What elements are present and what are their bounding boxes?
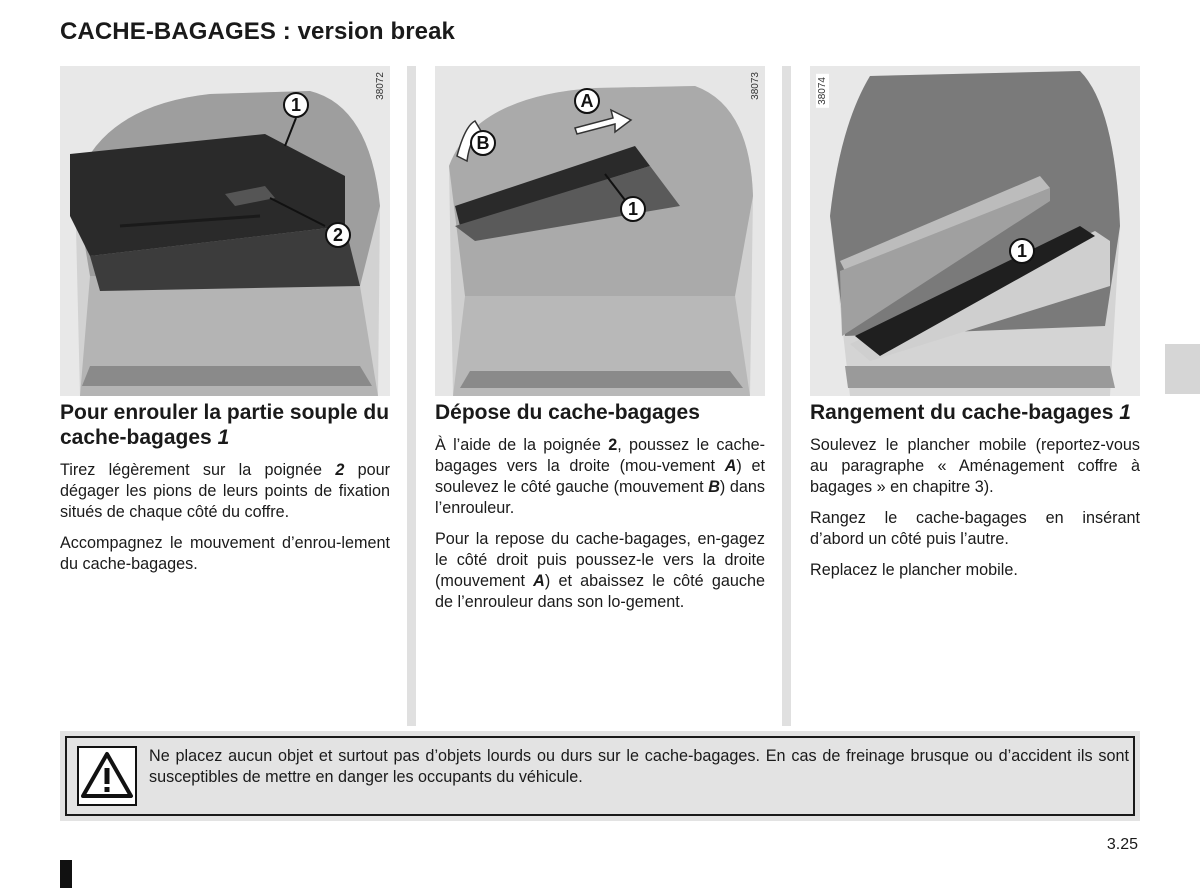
page-number: 3.25 [1106,836,1138,853]
callout-marker: 1 [620,196,646,222]
section-removal [435,400,765,623]
warning-text: Ne placez aucun objet et surtout pas d’objets lourds ou durs sur le cache-bagages. En cas de freinage brusque ou d’accident ils sont susceptibles de mettre en danger les occupants du véhicule. [149,747,1129,786]
section-heading: Dépose du cache-bagages [435,401,700,424]
column-separator [782,66,791,726]
paragraph: À l’aide de la poignée 2, poussez le cache-bagages vers la droite (mou-vement A) et soulevez le côté gauche (mouvement B) dans l’enrouleur. [435,436,766,517]
photo-cover-removal [435,66,765,396]
paragraph: Soulevez le plancher mobile (reportez-vous au paragraphe « Aménagement coffre à bagages » en chapitre 3). [810,436,1140,496]
page-title: CACHE-BAGAGES : version break [60,18,455,45]
section-heading: Rangement du cache-bagages 1 [810,401,1131,424]
paragraph: Pour la repose du cache-bagages, en-gagez le côté droit puis poussez-le vers la droite (mouvement A) et abaissez le côté gauche de l’enrouleur dans son lo-gement. [435,530,765,611]
corner-mark [60,860,72,888]
callout-marker: A [574,88,600,114]
section-roll-up [60,400,390,585]
photo-reference: 38073 [750,72,761,100]
trunk-illustration-2 [435,66,765,396]
warning-frame [65,736,1135,816]
chapter-tab [1165,344,1200,394]
photo-reference: 38072 [375,72,386,100]
paragraph: Tirez légèrement sur la poignée 2 pour dégager les pions de leurs points de fixation situés de chaque côté du coffre. [60,461,390,521]
section-storage [810,400,1140,591]
callout-marker: 2 [325,222,351,248]
callout-marker: B [470,130,496,156]
trunk-illustration-3 [810,66,1140,396]
paragraph: Replacez le plancher mobile. [810,561,1018,579]
photo-reference: 38074 [816,74,829,108]
section-heading: Pour enrouler la partie souple du cache-bagages 1 [60,401,390,449]
callout-marker: 1 [283,92,309,118]
paragraph: Rangez le cache-bagages en insérant d’abord un côté puis l’autre. [810,509,1140,548]
column-separator [407,66,416,726]
photo-roll-up-cover [60,66,390,396]
warning-panel [60,731,1140,821]
callout-marker: 1 [1009,238,1035,264]
warning-triangle-icon [77,746,137,806]
paragraph: Accompagnez le mouvement d’enrou-lement du cache-bagages. [60,534,390,573]
photo-cover-storage [810,66,1140,396]
